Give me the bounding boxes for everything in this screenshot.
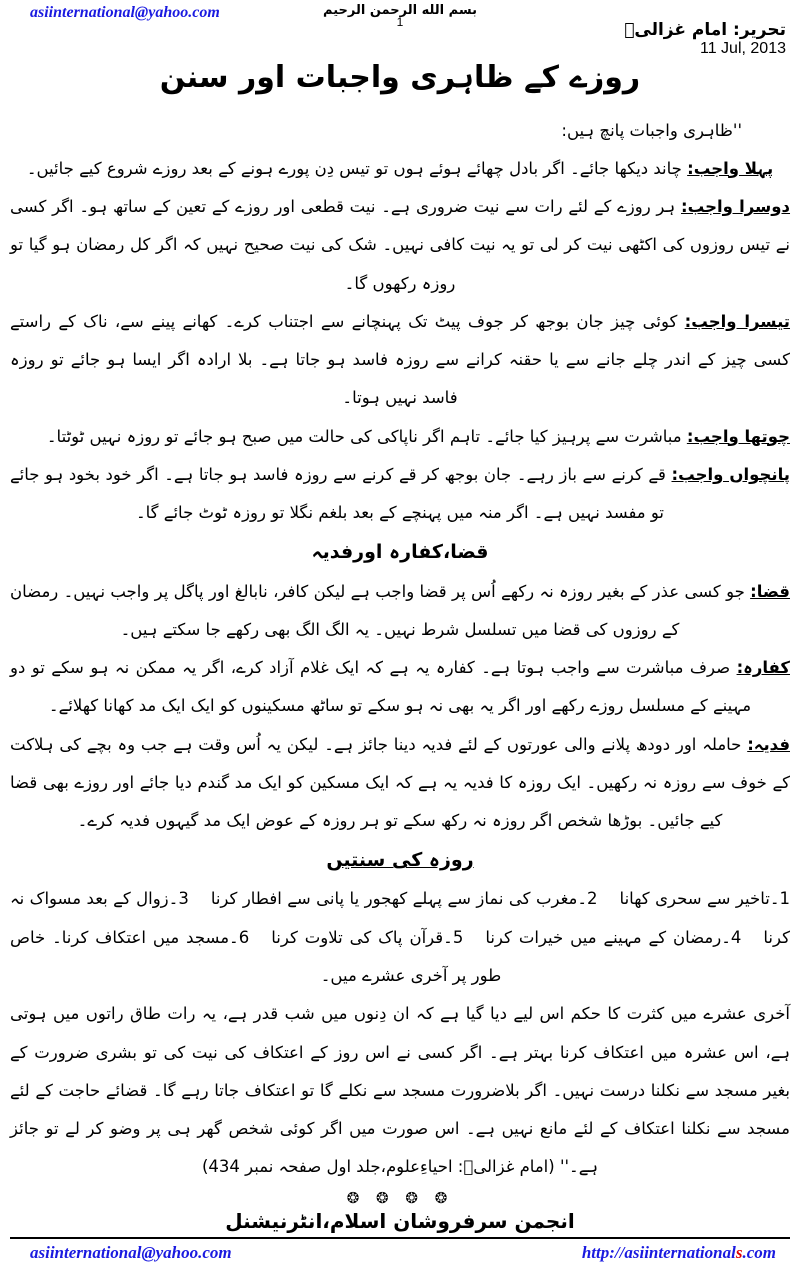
wajib-text-3: کوئی چیز جان بوجھ کر جوف پیٹ تک پہنچانے سے اجتناب کرے۔ کھانے پینے سے، ناک کے راستے کسی چیز کے اندر چلے جانے سے یا حقنہ کرانے سے روزہ فاسد ہو جاتا ہے۔ بلا ارادہ اگر ایسا ہو جائے تو روزہ فاسد نہیں ہوتا۔ [10,311,790,408]
qaza-label: قضا: [750,581,790,601]
wajib-paragraph-3 [10,303,790,418]
document-title: روزے کے ظاہری واجبات اور سنن [159,60,641,95]
wajib-text-2: ہر روزے کے لئے رات سے نیت ضروری ہے۔ نیت قطعی اور روزے کے تعین کے ساتھ ہو۔ اگر کسی نے تیس روزوں کی اکٹھی نیت کر لی تو یہ نیت کافی نہیں۔ شک کی نیت صحیح نہیں کہ اگر کل رمضان ہو گیا تو روزہ رکھوں گا۔ [10,197,790,293]
header-right-block [624,20,786,58]
wajib-paragraph-2 [10,188,790,303]
website-url-suffix: .com [742,1242,776,1262]
wajib-text-4: مباشرت سے پرہیز کیا جائے۔ تاہم اگر ناپاکی کی حالت میں صبح ہو جائے تو روزہ نہیں ٹوٹتا۔ [46,426,682,446]
fidya-text: حاملہ اور دودھ پلانے والی عورتوں کے لئے فدیہ دینا جائز ہے۔ لیکن یہ اُس وقت ہے جب وہ بچے کی ہلاکت کے خوف سے روزہ نہ رکھیں۔ ایک روزہ کا فدیہ یہ ہے کہ ایک مسکین کو ایک مد گندم دیا جائے اور روزے بھی قضا کیے جائیں۔ بوڑھا شخص اگر روزہ نہ رکھ سکے تو ہر روزہ کے عوض ایک مد گیہوں فدیہ کرے۔ [10,734,790,831]
sunnah-item-2: 2۔مغرب کی نماز سے پہلے کھجور یا پانی سے افطار کرنا [210,889,598,909]
bismillah-block [323,3,477,29]
citation: (امام غزالیؒ: احیاءِعلوم،جلد اول صفحہ نمبر 434) [201,1157,555,1177]
header [10,2,790,58]
sunnah-item-5: 5۔قرآن پاک کی تلاوت کرنا [271,927,464,947]
qaza-text: جو کسی عذر کے بغیر روزہ نہ رکھے اُس پر قضا واجب ہے لیکن کافر، نابالغ اور پاگل پر واجب نہیں۔ رمضان کے روزوں کی قضا میں تسلسل شرط نہیں۔ یہ الگ الگ بھی رکھے جا سکتے ہیں۔ [10,581,745,639]
writer-line: تحریر: امام غزالیؒ [624,20,786,40]
sunnah-item-3: 3۔زوال کے بعد مسواک نہ کرنا [10,889,790,947]
fidya-paragraph [10,726,790,841]
kaffara-paragraph [10,649,790,726]
sunnah-item-6: 6۔مسجد میں اعتکاف کرنا۔ خاص طور پر آخری عشرے میں۔ [10,927,502,985]
intro-line: ''ظاہری واجبات پانچ ہیں: [561,120,742,140]
footer-email-link[interactable]: asiinternational@yahoo.com [30,1242,232,1262]
section-heading-sunnan [10,842,790,878]
wajib-label-5: پانچواں واجب: [671,464,790,484]
page-number: 1 [396,15,404,29]
footer-rule [10,1237,790,1239]
wajib-text-1: چاند دیکھا جائے۔ اگر بادل چھائے ہوئے ہوں تو تیس دِن پورے ہونے کے بعد روزے شروع کیے جائیں۔ [26,158,682,178]
wajib-paragraph-4 [10,418,790,456]
document-body [10,112,790,1187]
wajib-label-4: چوتھا واجب: [686,426,790,446]
wajib-label-1: پہلا واجب: [687,158,774,178]
sunnan-heading-text: روزہ کی سنتیں [326,849,474,872]
section-heading-qaza: قضا،کفارہ اورفدیہ [311,541,489,564]
kaffara-label: کفارہ: [736,658,790,678]
bismillah-text: بسم الله الرحمن الرحيم [323,3,477,18]
kaffara-text: صرف مباشرت سے واجب ہوتا ہے۔ کفارہ یہ ہے کہ ایک غلام آزاد کرے، اگر یہ ممکن نہ ہو سکے تو دو مہینے کے مسلسل روزے رکھے اور اگر یہ بھی نہ ہو سکے تو ساٹھ مسکینوں کو ایک ایک مد کھانا کھلائے۔ [10,658,752,716]
wajib-label-3: تیسرا واجب: [684,311,790,331]
wajib-paragraph-5 [10,456,790,533]
sunnah-item-4: 4۔رمضان کے مہینے میں خیرات کرنا [485,927,742,947]
fidya-label: فدیہ: [747,734,790,754]
qaza-paragraph [10,573,790,650]
closing-paragraph [10,995,790,1186]
sunnan-list [10,880,790,995]
sunnah-item-1: 1۔تاخیر سے سحری کھانا [619,889,790,909]
date-line: 11 Jul, 2013 [700,40,786,57]
flower-rosette-icons: ❂ ❂ ❂ ❂ [346,1188,454,1207]
header-email-link[interactable]: asiinternational@yahoo.com [30,4,220,21]
wajib-paragraph-1 [10,150,790,188]
website-link[interactable] [582,1243,776,1263]
organization-name: انجمن سرفروشان اسلام،انٹرنیشنل [225,1208,575,1233]
website-url-prefix: http://asiinternational [581,1242,736,1262]
footer-links-row [10,1243,790,1263]
wajib-text-5: قے کرنے سے باز رہے۔ جان بوجھ کر قے کرنے سے روزہ فاسد ہو جاتا ہے۔ اگر خود بخود ہو جائے تو مفسد نہیں ہے۔ اگر منہ میں پہنچے کے بعد بلغم نگلا تو روزہ ٹوٹ جائے گا۔ [10,464,666,523]
wajib-label-2: دوسرا واجب: [681,197,791,217]
website-url-s: s [735,1242,743,1262]
closing-text: آخری عشرے میں کثرت کا حکم اس لیے دیا گیا ہے کہ ان دِنوں میں شب قدر ہے، یہ رات طاق راتوں میں ہوتی ہے، اس عشرہ میں اعتکاف کرنا بہتر ہے۔ اگر کسی نے اس روز کے اعتکاف کی نیت کی تو بشری ضرورت کے بغیر مسجد سے نکلنا درست نہیں۔ اگر بلاضرورت مسجد سے نکلے گا تو اعتکاف جاتا رہے گا۔ قضائے حاجت کے لئے مسجد سے نکلنا اعتکاف کے لئے مانع نہیں ہے۔ اس صورت میں اگر کوئی شخص گھر ہی پر وضو کر لے تو جائز ہے۔'' [10,1004,790,1177]
